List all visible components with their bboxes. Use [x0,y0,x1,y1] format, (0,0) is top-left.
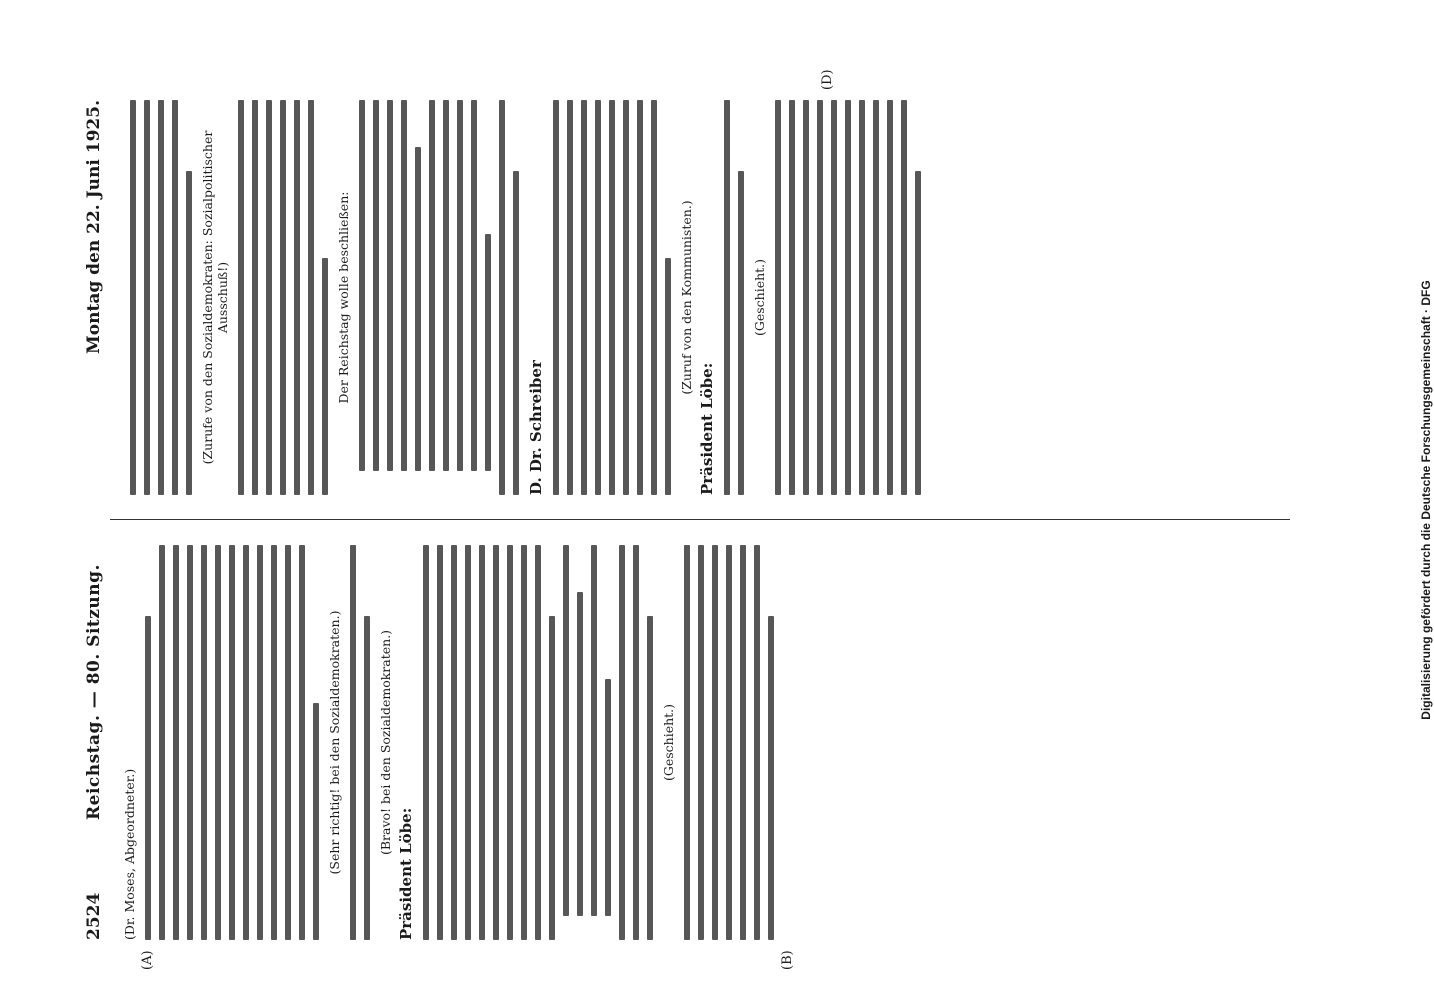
margin-marker-b: (B) [780,950,795,970]
digitization-note [1405,10,1434,990]
text-line [266,100,272,495]
column-divider [110,519,1290,520]
text-line [549,616,555,940]
text-line [768,616,774,940]
interjection: (Geschieht.) [752,258,767,337]
text-line [665,258,671,495]
text-line [609,100,615,495]
session-title: Reichstag. — 80. Sitzung. [84,564,104,820]
text-line [873,100,879,495]
text-line [457,100,463,471]
text-line [726,545,732,940]
text-line [144,100,150,495]
speaker-line: (Dr. Moses, Abgeordneter.) [122,768,137,940]
text-line [429,100,435,471]
digitization-note-text: Digitalisierung gefördert durch die Deutsche Forschungsgemeinschaft · DFG [1419,280,1433,720]
text-line [387,100,393,471]
text-line [479,545,485,940]
text-line [415,147,421,471]
text-line [845,100,851,495]
text-line [443,100,449,471]
text-line [299,545,305,940]
text-line [373,100,379,471]
text-line [724,100,730,495]
text-line [465,545,471,940]
text-line [158,100,164,495]
text-line [591,545,597,916]
interjection: (Geschieht.) [661,703,676,782]
interjection: (Zuruf von den Kommunisten.) [679,200,694,395]
text-line [887,100,893,495]
text-line [513,171,519,495]
session-date: Montag den 22. Juni 1925. [84,100,104,355]
text-line [619,545,625,940]
speaker-heading: D. Dr. Schreiber [527,360,545,495]
text-line [637,100,643,495]
text-line [364,616,370,940]
text-line [595,100,601,495]
text-line [159,545,165,940]
text-line [271,545,277,940]
text-line [280,100,286,495]
text-line [322,258,328,495]
text-line [401,100,407,471]
text-line [651,100,657,495]
text-line [350,545,356,940]
text-line [308,100,314,495]
text-line [712,545,718,940]
text-line [605,679,611,916]
text-line [577,592,583,916]
right-column [122,100,1282,495]
text-line [535,545,541,940]
text-line [581,100,587,495]
text-line [313,703,319,940]
text-line [229,545,235,940]
resolution-line: Der Reichstag wolle beschließen: [336,191,351,404]
text-line [423,545,429,940]
text-line [754,545,760,940]
text-line [803,100,809,495]
text-line [215,545,221,940]
text-line [238,100,244,495]
text-line [915,171,921,495]
text-line [173,545,179,940]
text-line [740,545,746,940]
page-number: 2524 [84,892,104,940]
text-line [451,545,457,940]
text-line [817,100,823,495]
president-heading: Präsident Löbe: [397,807,415,940]
interjection: (Sehr richtig! bei den Sozialdemokraten.) [327,610,342,875]
text-line [485,234,491,471]
text-line [563,545,569,916]
text-line [257,545,263,940]
text-line [252,100,258,495]
text-line [437,545,443,940]
text-line [493,545,499,940]
text-line [285,545,291,940]
text-line [499,100,505,495]
left-column [122,545,1282,940]
text-line [471,100,477,471]
text-line [698,545,704,940]
interjection: (Bravo! bei den Sozialdemokraten.) [378,629,393,856]
text-line [243,545,249,940]
text-line [145,616,151,940]
text-line [684,545,690,940]
text-line [187,545,193,940]
text-line [775,100,781,495]
text-line [130,100,136,495]
text-line [553,100,559,495]
text-line [359,100,365,471]
text-line [859,100,865,495]
text-line [567,100,573,495]
text-line [507,545,513,940]
text-line [186,171,192,495]
text-line [294,100,300,495]
text-line [201,545,207,940]
page-header [80,100,108,940]
text-line [831,100,837,495]
margin-marker-a: (A) [140,950,155,970]
text-line [647,616,653,940]
text-line [633,545,639,940]
text-line [521,545,527,940]
text-line [789,100,795,495]
text-line [901,100,907,495]
margin-marker-d: (D) [820,69,835,90]
text-line [623,100,629,495]
rotated-page [80,69,1300,970]
text-line [738,171,744,495]
interjection: (Zurufe von den Sozialdemokraten: Sozialpolitischer Ausschuß!) [200,130,230,465]
text-line [172,100,178,495]
president-heading: Präsident Löbe: [698,362,716,495]
